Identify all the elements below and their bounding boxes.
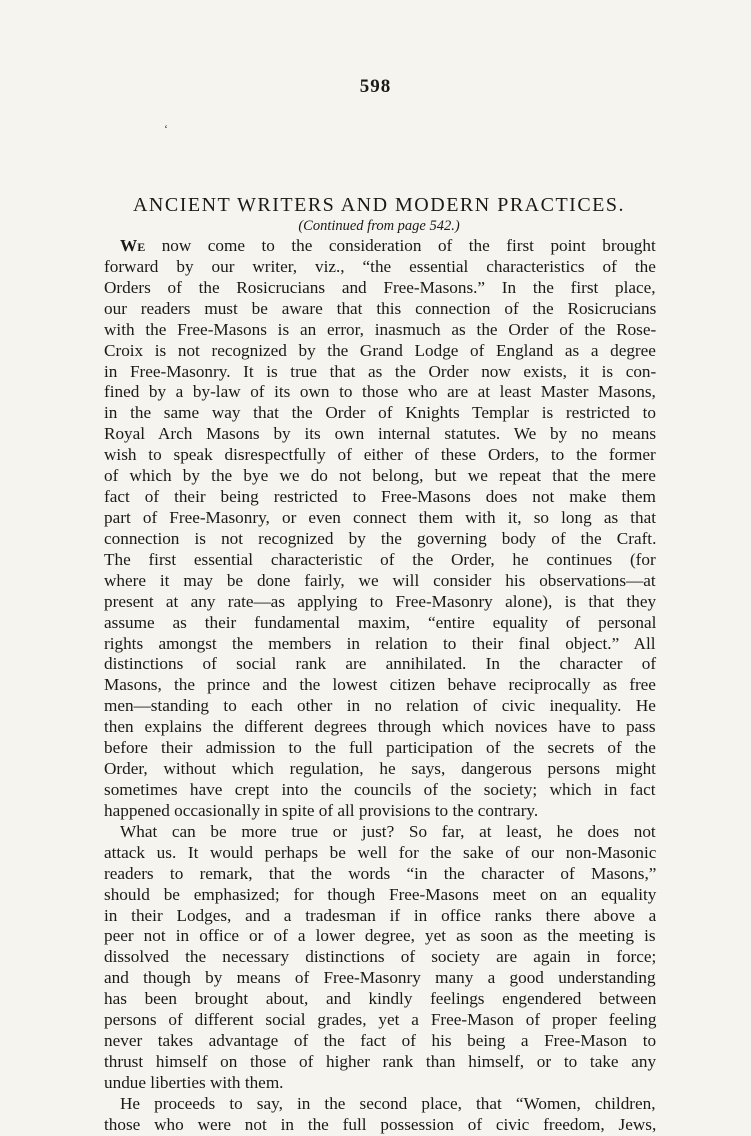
page-number: 598 — [359, 76, 392, 97]
text-line — [104, 403, 656, 424]
text-line — [104, 864, 656, 885]
line-text: What can be more true or just? So far, at least, he does not — [120, 821, 656, 841]
text-line — [104, 989, 656, 1010]
text-line — [104, 236, 656, 257]
text-line — [104, 341, 656, 362]
line-text: persons of different social grades, yet a Free-Mason of proper feeling — [104, 1010, 657, 1030]
text-line — [104, 654, 656, 675]
line-text: then explains the different degrees through which novices have to pass — [104, 717, 656, 737]
line-text: fact of their being restricted to Free-Masons does not make them — [104, 487, 656, 507]
line-text: present at any rate—as applying to Free-Masonry alone), is that they — [104, 591, 657, 611]
text-line — [104, 801, 656, 822]
text-line — [104, 696, 656, 717]
text-line — [104, 780, 656, 801]
line-text: peer not in office or of a lower degree, yet as soon as the meeting is — [104, 926, 656, 946]
line-text: Masons, the prince and the lowest citizen behave reciprocally as free — [104, 675, 656, 695]
text-line — [104, 738, 656, 759]
article-title: ANCIENT WRITERS AND MODERN PRACTICES. — [132, 194, 625, 216]
text-line — [104, 1010, 656, 1031]
text-line — [104, 445, 656, 466]
text-line — [104, 550, 656, 571]
text-line — [104, 257, 656, 278]
text-line — [104, 487, 656, 508]
line-text: before their admission to the full participation of the secrets of the — [104, 738, 656, 758]
text-line — [104, 885, 656, 906]
line-text: with the Free-Masons is an error, inasmuch as the Order of the Rose- — [104, 319, 657, 339]
line-text: has been brought about, and kindly feelings engendered between — [104, 989, 657, 1009]
line-text: sometimes have crept into the councils of the society; which in fact — [104, 779, 656, 799]
paragraph — [104, 822, 656, 1094]
article-body — [104, 236, 656, 1136]
text-line — [104, 466, 656, 487]
line-text: those who were not in the full possession of civic freedom, Jews, — [104, 1114, 657, 1134]
line-text: undue liberties with them. — [104, 1072, 284, 1092]
text-line — [104, 906, 656, 927]
text-line — [104, 424, 656, 445]
line-text: rights amongst the members in relation to their final object.” All — [104, 633, 656, 653]
stray-mark: ‘ — [164, 122, 168, 136]
text-line — [104, 822, 656, 843]
text-line — [104, 529, 656, 550]
line-text: our readers must be aware that this connection of the Rosicrucians — [104, 298, 657, 318]
text-line — [104, 1094, 656, 1115]
article-subtitle: (Continued from page 542.) — [298, 218, 460, 234]
line-text: dissolved the necessary distinctions of society are again in force; — [104, 947, 657, 967]
line-text: in Free-Masonry. It is true that as the Order now exists, it is con- — [104, 361, 657, 381]
line-text: and though by means of Free-Masonry many a good understanding — [104, 968, 656, 988]
line-text: should be emphasized; for though Free-Masons meet on an equality — [104, 884, 657, 904]
text-line — [104, 571, 656, 592]
text-line — [104, 382, 656, 403]
text-line — [104, 1031, 656, 1052]
text-line — [104, 717, 656, 738]
line-text: men—standing to each other in no relation of civic inequality. He — [104, 696, 656, 716]
line-text: Orders of the Rosicrucians and Free-Masons.” In the first place, — [104, 277, 656, 297]
lead-word: We — [120, 236, 146, 255]
text-line — [104, 320, 656, 341]
text-line — [104, 1073, 656, 1094]
line-text: readers to remark, that the words “in the character of Masons,” — [104, 863, 657, 883]
line-text: forward by our writer, viz., “the essential characteristics of the — [104, 256, 656, 276]
line-text: of which by the bye we do not belong, but we repeat that the mere — [104, 466, 656, 486]
line-text: where it may be done fairly, we will consider his observations—at — [104, 570, 656, 590]
line-text: connection is not recognized by the governing body of the Craft. — [104, 528, 657, 548]
text-line — [104, 362, 656, 383]
paragraph — [104, 1094, 656, 1136]
text-line — [104, 1052, 656, 1073]
text-line — [104, 947, 656, 968]
text-line — [104, 759, 656, 780]
text-line — [104, 592, 656, 613]
line-text: The first essential characteristic of the Order, he continues (for — [104, 549, 656, 569]
line-text: wish to speak disrespectfully of either of these Orders, to the former — [104, 445, 656, 465]
text-line — [104, 634, 656, 655]
text-line — [104, 613, 656, 634]
paragraph — [104, 236, 656, 822]
line-text: now come to the consideration of the first point brought — [145, 236, 656, 255]
line-text: thrust himself on those of higher rank than himself, or to take any — [104, 1051, 657, 1071]
text-line — [104, 843, 656, 864]
text-line — [104, 278, 656, 299]
line-text: assume as their fundamental maxim, “entire equality of personal — [104, 612, 657, 632]
line-text: in the same way that the Order of Knights Templar is restricted to — [104, 403, 656, 423]
text-line — [104, 299, 656, 320]
text-line — [104, 1115, 656, 1136]
line-text: part of Free-Masonry, or even connect them with it, so long as that — [104, 507, 657, 527]
line-text: happened occasionally in spite of all provisions to the contrary. — [104, 800, 539, 820]
line-text: He proceeds to say, in the second place, that “Women, children, — [120, 1093, 656, 1113]
line-text: never takes advantage of the fact of his being a Free-Mason to — [104, 1031, 657, 1051]
line-text: Croix is not recognized by the Grand Lodge of England as a degree — [104, 340, 656, 360]
text-line — [104, 675, 656, 696]
line-text: distinctions of social rank are annihilated. In the character of — [104, 654, 657, 674]
line-text: in their Lodges, and a tradesman if in office ranks there above a — [104, 905, 657, 925]
text-line — [104, 508, 656, 529]
text-line — [104, 926, 656, 947]
line-text: Royal Arch Masons by its own internal statutes. We by no means — [104, 424, 657, 444]
text-line — [104, 968, 656, 989]
line-text: attack us. It would perhaps be well for the sake of our non-Masonic — [104, 842, 657, 862]
line-text: Order, without which regulation, he says, dangerous persons might — [104, 759, 656, 779]
line-text: fined by a by-law of its own to those who are at least Master Masons, — [104, 382, 656, 402]
